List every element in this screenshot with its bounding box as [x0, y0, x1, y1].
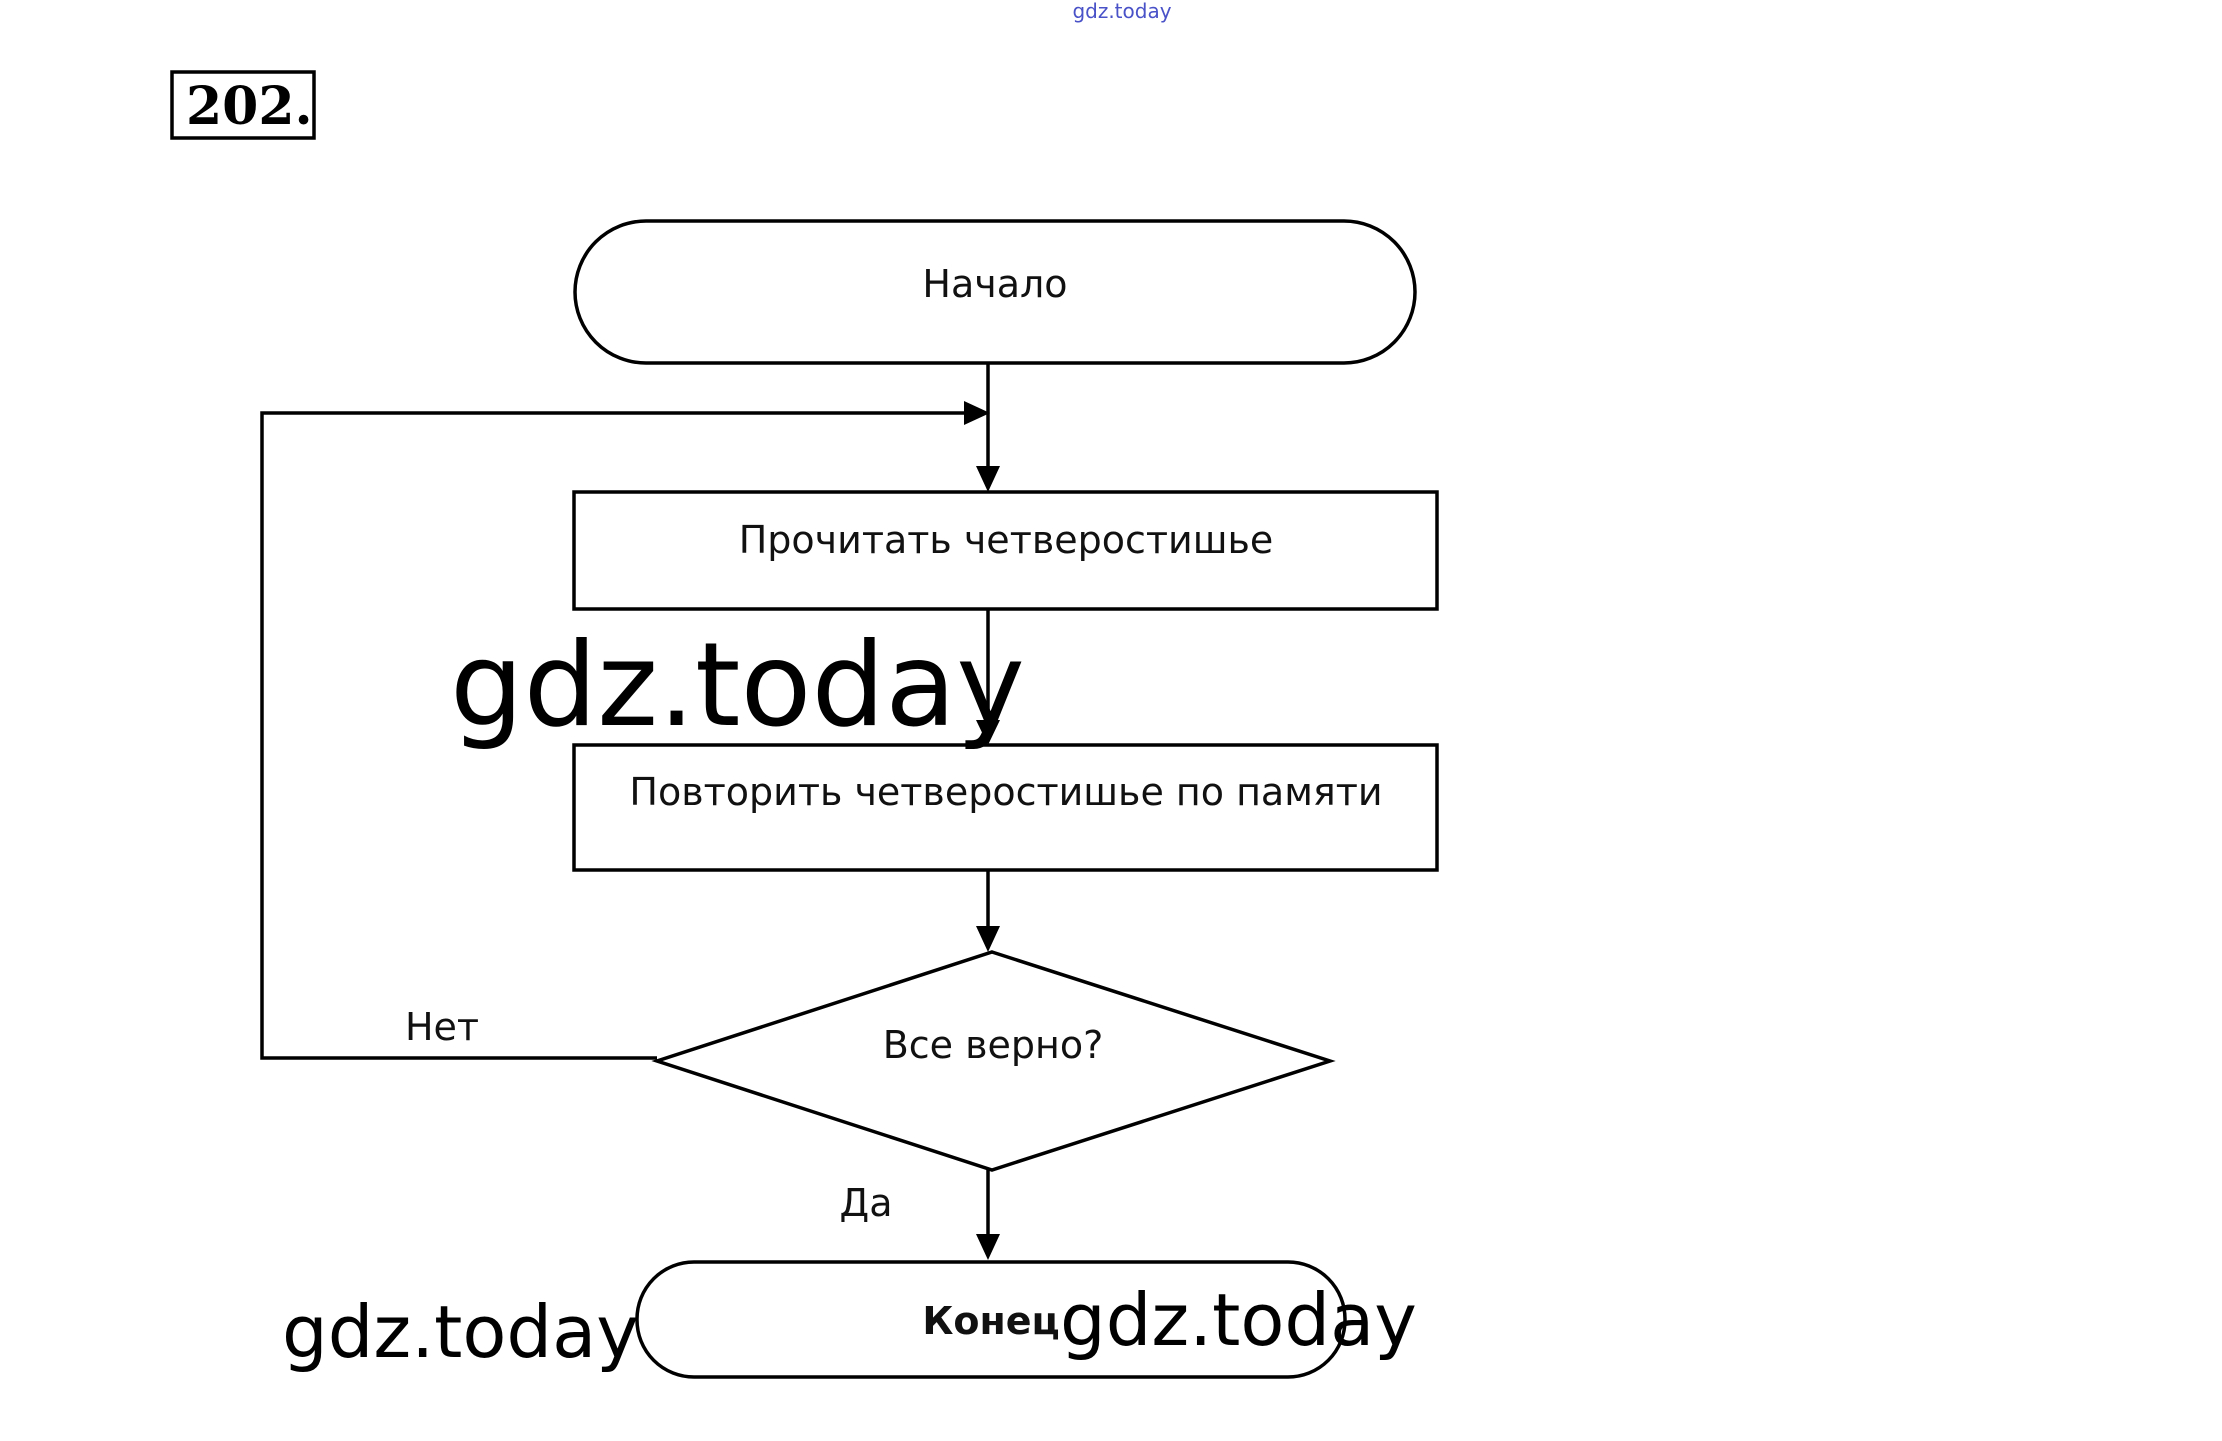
- watermark-bottom-left: gdz.today: [282, 1290, 639, 1374]
- end-label: Конец: [922, 1299, 1060, 1343]
- process-read-label: Прочитать четверостишье: [738, 518, 1274, 562]
- loop-back-arrow: [964, 401, 990, 425]
- branch-yes-label: Да: [839, 1181, 893, 1225]
- watermark-main: gdz.today: [450, 618, 1025, 753]
- decision-label: Все верно?: [882, 1023, 1104, 1067]
- arrow-down-decision: [976, 926, 1000, 952]
- process-repeat-label: Повторить четверостишье по памяти: [629, 770, 1383, 814]
- watermark-bottom-right: gdz.today: [1060, 1278, 1417, 1362]
- arrow-down-read: [976, 466, 1000, 492]
- task-number: 202.: [186, 76, 313, 137]
- start-label: Начало: [922, 262, 1068, 306]
- watermark-top: gdz.today: [1072, 0, 1172, 23]
- branch-no-label: Нет: [404, 1005, 480, 1049]
- arrow-down-end: [976, 1234, 1000, 1260]
